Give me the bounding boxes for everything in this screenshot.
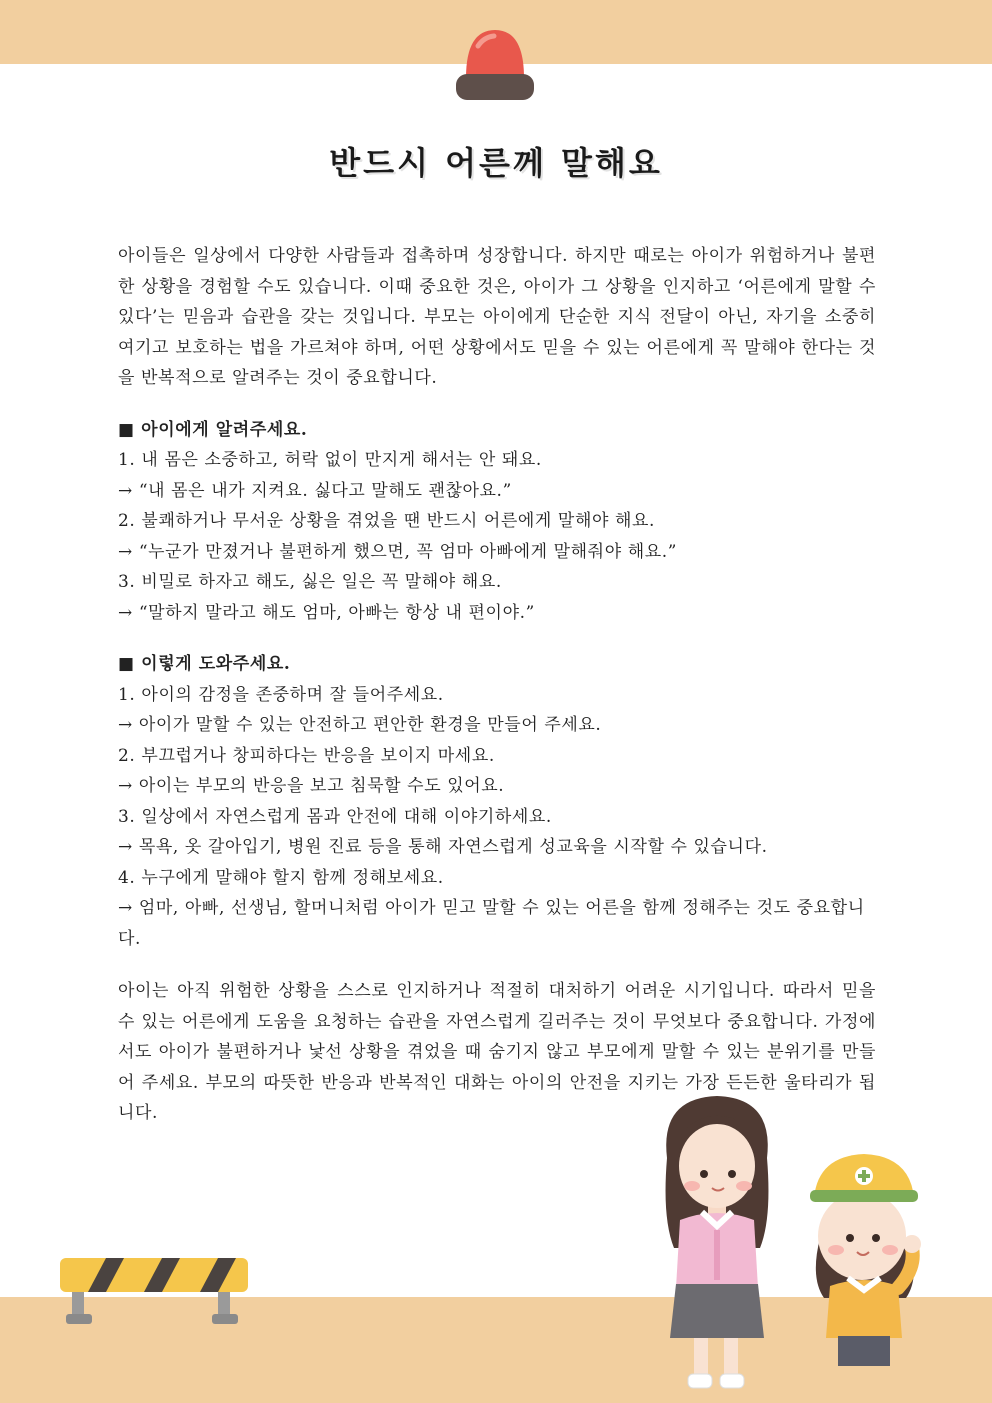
main-content (118, 241, 876, 1129)
intro-paragraph: 아이들은 일상에서 다양한 사람들과 접촉하며 성장합니다. 하지만 때로는 아이가 위험하거나 불편한 상황을 경험할 수도 있습니다. 이때 중요한 것은, 아이가 그 상황을 인지하고 ‘어른에게 말할 수 있다’는 믿음과 습관을 갖는 것입니다. 부모는 아이에게 단순한 지식 전달이 아닌, 자기을 소중히 여기고 보호하는 법을 가르쳐야 하며, 어떤 상황에서도 믿을 수 있는 어른에게 꼭 말해야 한다는 것을 반복적으로 알려주는 것이 중요합니다. (118, 246, 876, 388)
list-item: 3. 일상에서 자연스럽게 몸과 안전에 대해 이야기하세요. (118, 806, 552, 827)
list-item: → “말하지 말라고 해도 엄마, 아빠는 항상 내 편이야.” (118, 602, 535, 623)
list-item: → “내 몸은 내가 지켜요. 싫다고 말해도 괜찮아요.” (118, 480, 512, 501)
section-heading-tell-child: ■ 아이에게 알려주세요. (118, 419, 308, 440)
closing-paragraph: 아이는 아직 위험한 상황을 스스로 인지하거나 적절히 대처하기 어려운 시기입니다. 따라서 믿을 수 있는 어른에게 도움을 요청하는 습관을 자연스럽게 길러주는 것이 무엇보다 중요합니다. 가정에서도 아이가 불편하거나 낯선 상황을 겪었을 때 숨기지 않고 부모에게 말할 수 있는 분위기를 만들어 주세요. 부모의 따뜻한 반응과 반복적인 대화는 아이의 안전을 지키는 가장 든든한 울타리가 됩니다. (118, 981, 876, 1123)
list-item: 2. 부끄럽거나 창피하다는 반응을 보이지 마세요. (118, 745, 495, 766)
child-with-helmet-illustration (800, 1148, 930, 1368)
list-item: → 아이는 부모의 반응을 보고 침묵할 수도 있어요. (118, 776, 505, 796)
list-item: 1. 내 몸은 소중하고, 허락 없이 만지게 해서는 안 돼요. (118, 450, 542, 470)
list-item: 1. 아이의 감정을 존중하며 잘 들어주세요. (118, 684, 444, 705)
list-item: → 아이가 말할 수 있는 안전하고 편안한 환경을 만들어 주세요. (118, 715, 602, 735)
list-item: 2. 불쾌하거나 무서운 상황을 겪었을 땐 반드시 어른에게 말해야 해요. (118, 511, 656, 531)
barrier-illustration (58, 1254, 250, 1328)
list-item: 3. 비밀로 하자고 해도, 싫은 일은 꼭 말해야 해요. (118, 572, 502, 592)
siren-icon (452, 18, 538, 104)
list-item: → 목욕, 옷 갈아입기, 병원 진료 등을 통해 자연스럽게 성교육을 시작할 수 있습니다. (118, 837, 768, 857)
list-item: → “누군가 만졌거나 불편하게 했으면, 꼭 엄마 아빠에게 말해줘야 해요.” (118, 541, 678, 562)
section-heading-help: ■ 이렇게 도와주세요. (118, 654, 291, 674)
mother-illustration (652, 1088, 782, 1398)
list-item: → 엄마, 아빠, 선생님, 할머니처럼 아이가 믿고 말할 수 있는 어른을 함께 정해주는 것도 중요합니다. (118, 898, 865, 949)
list-item: 4. 누구에게 말해야 할지 함께 정해보세요. (118, 867, 444, 888)
page-title: 반드시 어른께 말해요 (329, 144, 663, 182)
